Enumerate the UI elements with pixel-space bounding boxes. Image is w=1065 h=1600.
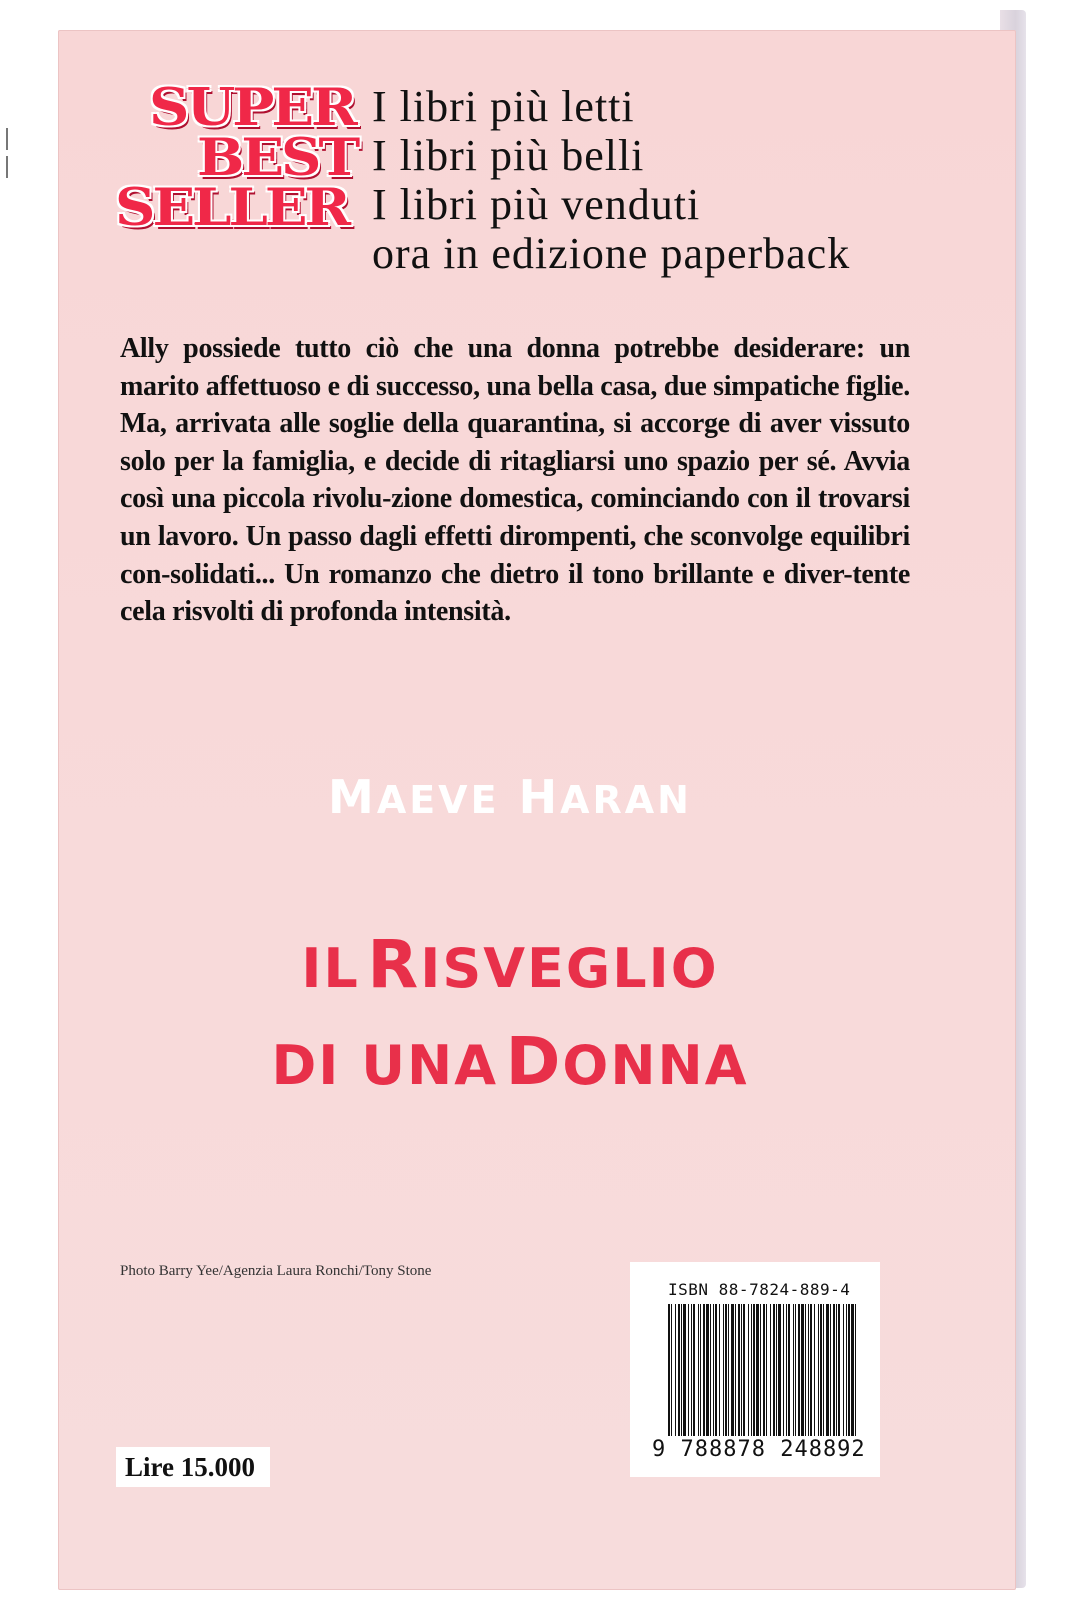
title-part: D xyxy=(505,1023,563,1100)
barcode-bar xyxy=(725,1304,727,1436)
logo-word-super: SUPER xyxy=(149,77,355,138)
book-blurb: Ally possiede tutto ciò che una donna potrebbe desiderare: un marito affettuoso e di successo, una bella casa, due simpatiche figlie. Ma, arrivata alle soglie della quarantina, si accorge di aver vissuto solo per la famiglia, e decide di ritagliarsi uno spazio per sé. Avvia così una piccola rivolu-zione domestica, cominciando con il trovarsi un lavoro. Un passo dagli effetti dirompenti, che sconvolge equilibri con-solidati... Un romanzo che dietro il tono brillante e diver-tente cela risvolti di profonda intensità. xyxy=(120,333,910,628)
barcode-bar xyxy=(741,1304,742,1436)
barcode-bar xyxy=(675,1304,676,1436)
barcode-bar xyxy=(756,1304,759,1436)
price-label: Lire 15.000 xyxy=(116,1447,270,1487)
barcode-bar xyxy=(743,1304,745,1436)
barcode-bar xyxy=(838,1304,840,1436)
title-part: IL xyxy=(301,937,360,1000)
barcode-bar xyxy=(713,1304,714,1436)
barcode-bar xyxy=(753,1304,755,1436)
tagline-line: I libri più venduti xyxy=(372,180,701,229)
barcode-bar xyxy=(766,1304,767,1436)
series-tagline xyxy=(372,82,850,278)
isbn-label: ISBN 88-7824-889-4 xyxy=(668,1280,851,1299)
barcode-bar xyxy=(691,1304,692,1436)
barcode-bar xyxy=(700,1304,701,1436)
barcode-bar xyxy=(728,1304,729,1436)
title-part: ONNA xyxy=(562,1034,749,1097)
book-title xyxy=(0,925,1020,1119)
barcode-bar xyxy=(681,1304,682,1436)
barcode-bar xyxy=(855,1304,856,1436)
barcode-bar xyxy=(668,1304,670,1436)
barcode-bar xyxy=(788,1304,790,1436)
barcode-bar xyxy=(783,1304,784,1436)
barcode-bar xyxy=(763,1304,765,1436)
barcode-bar xyxy=(738,1304,740,1436)
title-part: R xyxy=(367,926,421,1003)
barcode-bar xyxy=(830,1304,831,1436)
barcode-bar xyxy=(715,1304,717,1436)
barcode-bar xyxy=(786,1304,787,1436)
title-line-1 xyxy=(0,925,1020,1022)
tagline-line: ora in edizione paperback xyxy=(372,229,851,278)
barcode-bar xyxy=(683,1304,686,1436)
barcode-bar xyxy=(826,1304,829,1436)
barcode-bar xyxy=(703,1304,705,1436)
barcode-bar xyxy=(693,1304,695,1436)
barcode-bar xyxy=(698,1304,699,1436)
barcode-bar xyxy=(851,1304,854,1436)
barcode-bar xyxy=(848,1304,850,1436)
barcode-bar xyxy=(710,1304,711,1436)
title-part: ISVEGLIO xyxy=(420,937,719,1000)
tagline-line: I libri più belli xyxy=(372,131,645,180)
barcode-bar xyxy=(793,1304,794,1436)
barcode-bar xyxy=(719,1304,720,1436)
barcode-bar xyxy=(770,1304,771,1436)
barcode-bar xyxy=(731,1304,734,1436)
barcode-bar xyxy=(760,1304,761,1436)
barcode-bar xyxy=(688,1304,689,1436)
barcode-bar xyxy=(735,1304,736,1436)
barcode-bar xyxy=(836,1304,837,1436)
logo-word-best: BEST xyxy=(197,127,358,188)
barcode-bar xyxy=(798,1304,800,1436)
barcode-bar xyxy=(833,1304,835,1436)
barcode-bar xyxy=(776,1304,777,1436)
barcode-bar xyxy=(751,1304,752,1436)
barcode-bar xyxy=(773,1304,775,1436)
barcode-bar xyxy=(723,1304,724,1436)
barcode-bar xyxy=(843,1304,844,1436)
barcode-bar xyxy=(748,1304,749,1436)
barcode-bar xyxy=(814,1304,815,1436)
title-line-2 xyxy=(0,1022,1020,1119)
barcode-bar xyxy=(671,1304,672,1436)
barcode-area xyxy=(630,1262,880,1477)
barcode-bar xyxy=(805,1304,806,1436)
barcode-bar xyxy=(818,1304,819,1436)
author-initial: M xyxy=(328,770,377,824)
barcode-bar xyxy=(778,1304,781,1436)
ean-number: 9 788878 248892 xyxy=(652,1437,866,1462)
barcode-bar xyxy=(795,1304,796,1436)
author-last-rest: ARAN xyxy=(560,778,692,822)
barcode-bars xyxy=(668,1304,858,1436)
author-first-rest: AEVE xyxy=(376,778,500,822)
photo-credit: Photo Barry Yee/Agenzia Laura Ronchi/Tony Stone xyxy=(120,1263,432,1279)
title-part: DI UNA xyxy=(271,1034,499,1097)
left-edge-mark xyxy=(6,128,8,150)
barcode-bar xyxy=(706,1304,709,1436)
barcode-bar xyxy=(810,1304,812,1436)
barcode-bar xyxy=(823,1304,824,1436)
barcode-bar xyxy=(808,1304,809,1436)
barcode-bar xyxy=(846,1304,847,1436)
tagline-line: I libri più letti xyxy=(372,82,635,131)
left-edge-mark xyxy=(6,156,8,178)
barcode-bar xyxy=(678,1304,680,1436)
logo-word-seller: SELLER xyxy=(115,177,349,238)
barcode-bar xyxy=(801,1304,804,1436)
barcode-bar xyxy=(820,1304,822,1436)
author-name xyxy=(0,770,1020,824)
author-initial: H xyxy=(518,770,561,824)
